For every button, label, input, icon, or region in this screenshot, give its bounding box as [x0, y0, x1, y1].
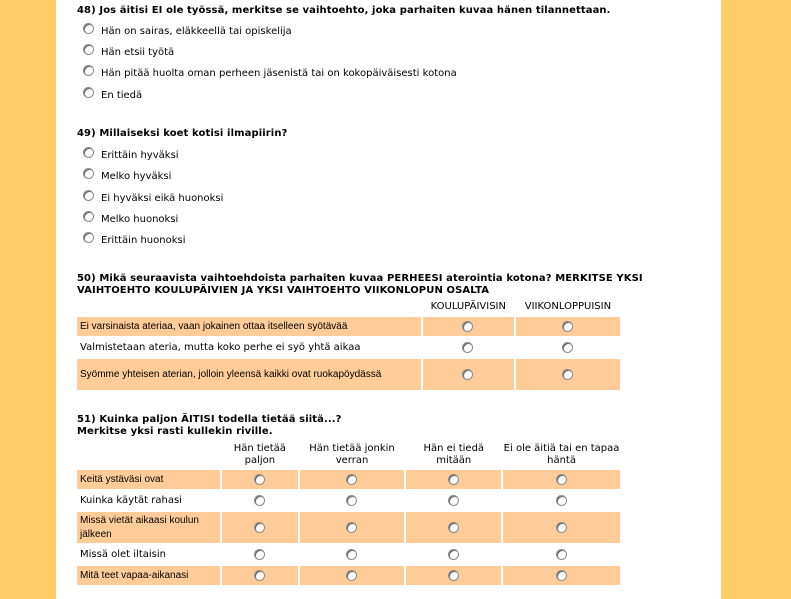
radio-cell[interactable] [222, 545, 298, 564]
table-row [77, 338, 620, 357]
radio-button[interactable] [83, 87, 94, 98]
column-header: Hän tietää jonkin verran [309, 443, 395, 466]
radio-button[interactable] [562, 321, 573, 332]
radio-button[interactable] [254, 549, 265, 560]
radio-cell[interactable] [423, 338, 514, 357]
table-row [77, 566, 620, 585]
radio-cell[interactable] [300, 512, 405, 543]
row-label: Valmistetaan ateria, mutta koko perhe ei syö yhtä aikaa [80, 342, 361, 353]
radio-cell[interactable] [516, 359, 620, 390]
radio-button[interactable] [83, 168, 94, 179]
empty-header [77, 301, 421, 315]
radio-button[interactable] [83, 65, 94, 76]
row-label: Ei varsinaista ateriaa, vaan jokainen ottaa itselleen syötävää [80, 321, 348, 332]
row-label: Keitä ystäväsi ovat [80, 474, 164, 485]
radio-cell[interactable] [300, 470, 405, 489]
column-header: Hän tietää paljon [233, 443, 286, 466]
radio-button[interactable] [462, 369, 473, 380]
radio-button[interactable] [462, 321, 473, 332]
q51-grid [75, 440, 622, 587]
radio-button[interactable] [83, 147, 94, 158]
row-label: Mitä teet vapaa-aikanasi [80, 570, 189, 581]
column-header: Hän ei tiedä mitään [423, 443, 485, 466]
question-50-title-line2: VAIHTOEHTO KOULUPÄIVIEN JA YKSI VAIHTOEHTO VIIKONLOPUN OSALTA [77, 285, 490, 296]
row-label: Missä olet iltaisin [80, 549, 166, 560]
radio-cell[interactable] [406, 545, 501, 564]
radio-button[interactable] [346, 549, 357, 560]
column-header: VIIKONLOPPUISIN [524, 301, 612, 312]
table-row [77, 470, 620, 489]
radio-cell[interactable] [516, 317, 620, 336]
table-row [77, 317, 620, 336]
radio-button[interactable] [346, 522, 357, 533]
radio-button[interactable] [83, 44, 94, 55]
question-49-title: 49) Millaiseksi koet kotisi ilmapiirin? [77, 128, 288, 139]
option-label: Erittäin hyväksi [101, 150, 179, 161]
column-header: KOULUPÄIVISIN [430, 301, 506, 312]
question-51-title-line2: Merkitse yksi rasti kullekin riville. [77, 426, 273, 437]
option-label: Hän pitää huolta oman perheen jäsenistä tai on kokopäiväisesti kotona [101, 68, 457, 79]
radio-button[interactable] [448, 570, 459, 581]
radio-button[interactable] [83, 211, 94, 222]
radio-button[interactable] [254, 570, 265, 581]
radio-cell[interactable] [503, 545, 620, 564]
radio-button[interactable] [556, 522, 567, 533]
table-row [77, 545, 620, 564]
radio-cell[interactable] [222, 512, 298, 543]
radio-cell[interactable] [423, 317, 514, 336]
survey-page [56, 0, 721, 599]
option-label: Hän on sairas, eläkkeellä tai opiskelija [101, 26, 292, 37]
radio-button[interactable] [83, 190, 94, 201]
q50-grid [75, 299, 622, 392]
radio-button[interactable] [254, 522, 265, 533]
radio-cell[interactable] [300, 566, 405, 585]
radio-button[interactable] [556, 495, 567, 506]
radio-button[interactable] [562, 369, 573, 380]
radio-cell[interactable] [300, 491, 405, 510]
question-48-title: 48) Jos äitisi EI ole työssä, merkitse se vaihtoehto, joka parhaiten kuvaa hänen tilannettaan. [77, 5, 611, 16]
question-51-title-line1: 51) Kuinka paljon ÄITISI todella tietää siitä...? [77, 414, 342, 425]
table-row [77, 491, 620, 510]
radio-button[interactable] [562, 342, 573, 353]
radio-cell[interactable] [423, 359, 514, 390]
row-label: Syömme yhteisen aterian, jolloin yleensä kaikki ovat ruokapöydässä [80, 368, 382, 380]
radio-cell[interactable] [503, 566, 620, 585]
radio-cell[interactable] [406, 470, 501, 489]
radio-button[interactable] [346, 570, 357, 581]
row-label: Missä vietät aikaasi koulun jälkeen [80, 514, 199, 540]
radio-button[interactable] [448, 495, 459, 506]
radio-button[interactable] [556, 570, 567, 581]
option-label: Melko huonoksi [101, 214, 179, 225]
option-label: En tiedä [101, 90, 143, 101]
empty-header [77, 442, 220, 468]
radio-button[interactable] [254, 474, 265, 485]
radio-button[interactable] [346, 495, 357, 506]
radio-button[interactable] [254, 495, 265, 506]
question-50-title-line1: 50) Mikä seuraavista vaihtoehdoista parhaiten kuvaa PERHEESI aterointia kotona? MERKITSE YKSI [77, 273, 643, 284]
option-label: Erittäin huonoksi [101, 235, 186, 246]
radio-button[interactable] [556, 474, 567, 485]
row-label: Kuinka käytät rahasi [80, 495, 182, 506]
column-header: Ei ole äitiä tai en tapaa häntä [503, 443, 620, 466]
radio-button[interactable] [462, 342, 473, 353]
option-label: Melko hyväksi [101, 171, 172, 182]
radio-cell[interactable] [503, 512, 620, 543]
radio-button[interactable] [448, 474, 459, 485]
radio-cell[interactable] [222, 566, 298, 585]
radio-button[interactable] [83, 23, 94, 34]
option-label: Hän etsii työtä [101, 47, 175, 58]
question-51-title [77, 414, 342, 438]
radio-cell[interactable] [503, 470, 620, 489]
radio-button[interactable] [83, 232, 94, 243]
radio-cell[interactable] [222, 470, 298, 489]
radio-cell[interactable] [406, 566, 501, 585]
radio-button[interactable] [448, 522, 459, 533]
table-row [77, 359, 620, 390]
radio-cell[interactable] [300, 545, 405, 564]
radio-button[interactable] [556, 549, 567, 560]
radio-cell[interactable] [222, 491, 298, 510]
radio-cell[interactable] [406, 491, 501, 510]
radio-cell[interactable] [503, 491, 620, 510]
table-row [77, 512, 620, 543]
option-label: Ei hyväksi eikä huonoksi [101, 193, 224, 204]
radio-button[interactable] [346, 474, 357, 485]
radio-cell[interactable] [516, 338, 620, 357]
question-50-title [77, 273, 643, 297]
radio-cell[interactable] [406, 512, 501, 543]
radio-button[interactable] [448, 549, 459, 560]
